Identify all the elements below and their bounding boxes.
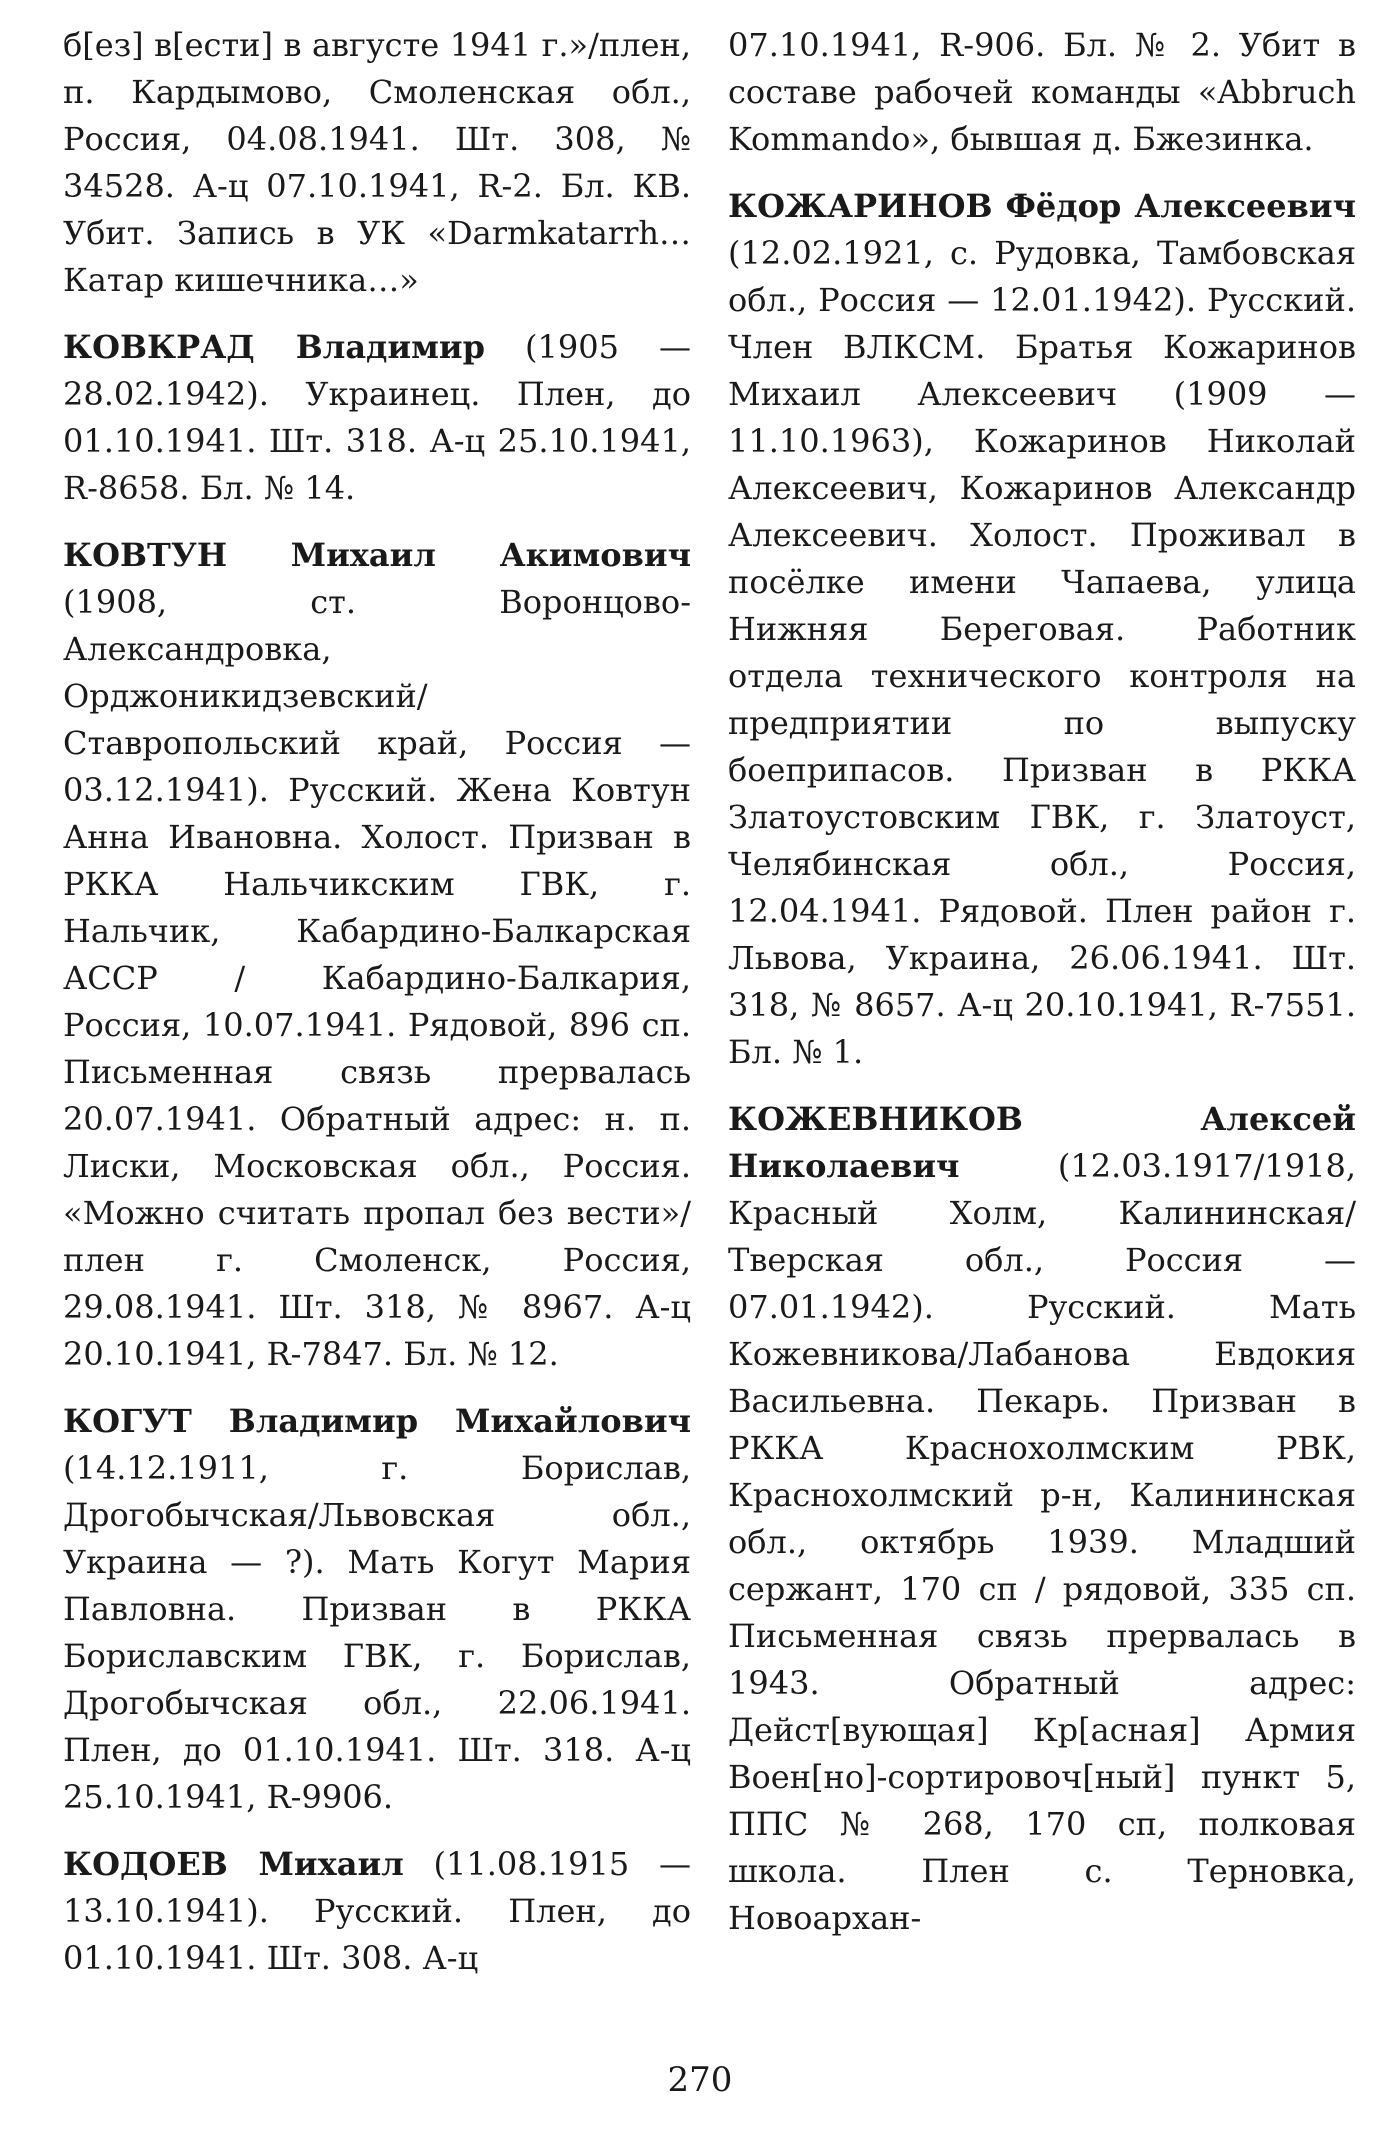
entry-text: 07.10.1941, R-906. Бл. № 2. Убит в составе рабочей команды «Abbruch Kommando», бывшая д. Бжезинка.: [728, 26, 1356, 158]
entry-name: КОЖЕВНИКОВ Алексей Николаевич: [728, 1100, 1356, 1185]
left-column: [63, 22, 691, 2002]
entry-kogut: [63, 1398, 691, 1821]
entry-text: (1908, ст. Воронцово-Александровка, Орджоникидзевский/Ставропольский край, Россия — 03.12.1941). Русский. Жена Ковтун Анна Ивановна. Холост. Призван в РККА Нальчикским ГВК, г. Нальчик, Кабардино-Балкарская АССР / Кабардино-Балкария, Россия, 10.07.1941. Рядовой, 896 сп. Письменная связь прервалась 20.07.1941. Обратный адрес: н. п. Лиски, Московская обл., Россия. «Можно считать пропал без вести»/плен г. Смоленск, Россия, 29.08.1941. Шт. 318, № 8967. А-ц 20.10.1941, R-7847. Бл. № 12.: [63, 583, 691, 1373]
entry-text: (14.12.1911, г. Борислав, Дрогобычская/Львовская обл., Украина — ?). Мать Когут Мария Павловна. Призван в РККА Бориславским ГВК, г. Борислав, Дрогобычская обл., 22.06.1941. Плен, до 01.10.1941. Шт. 318. А-ц 25.10.1941, R-9906.: [63, 1449, 691, 1816]
page-number: 270: [667, 2060, 733, 2100]
entry-kovtun: [63, 532, 691, 1378]
entry-continuation: [728, 22, 1356, 163]
entry-text: (1905 — 28.02.1942). Украинец. Плен, до 01.10.1941. Шт. 318. А-ц 25.10.1941, R-8658. Бл. № 14.: [63, 328, 692, 507]
entry-kozhevnikov: [728, 1096, 1356, 1942]
entry-kodoev: [63, 1841, 691, 1982]
right-column: [728, 22, 1356, 1962]
entry-text: (11.08.1915 — 13.10.1941). Русский. Плен, до 01.10.1941. Шт. 308. А-ц: [63, 1845, 692, 1977]
entry-name: КОЖАРИНОВ Фёдор Алексеевич: [728, 187, 1356, 225]
entry-continuation: [63, 22, 691, 304]
entry-text: (12.03.1917/1918, Красный Холм, Калининская/Тверская обл., Россия — 07.01.1942). Русский. Мать Кожевникова/Лабанова Евдокия Васильевна. Пекарь. Призван в РККА Краснохолмским РВК, Краснохолмский р-н, Калининская обл., октябрь 1939. Младший сержант, 170 сп / рядовой, 335 сп. Письменная связь прервалась в 1943. Обратный адрес: Дейст[вующая] Кр[асная] Армия Воен[но]-сортировоч[ный] пункт 5, ППС № 268, 170 сп, полковая школа. Плен с. Терновка, Новоархан-: [728, 1147, 1356, 1937]
entry-name: КОГУТ Владимир Михайлович: [63, 1402, 691, 1440]
entry-name: КОДОЕВ Михаил: [63, 1845, 404, 1883]
entry-text: б[ез] в[ести] в августе 1941 г.»/плен, п. Кардымово, Смоленская обл., Россия, 04.08.1941. Шт. 308, № 34528. А-ц 07.10.1941, R-2. Бл. КВ. Убит. Запись в УК «Darmkatarrh… Катар кишечника…»: [63, 26, 691, 299]
entry-name: КОВТУН Михаил Акимович: [63, 536, 691, 574]
entry-text: (12.02.1921, с. Рудовка, Тамбовская обл., Россия — 12.01.1942). Русский. Член ВЛКСМ. Братья Кожаринов Михаил Алексеевич (1909 — 11.10.1963), Кожаринов Николай Алексеевич, Кожаринов Александр Алексеевич. Холост. Проживал в посёлке имени Чапаева, улица Нижняя Береговая. Работник отдела технического контроля на предприятии по выпуску боеприпасов. Призван в РККА Златоустовским ГВК, г. Златоуст, Челябинская обл., Россия, 12.04.1941. Рядовой. Плен район г. Львова, Украина, 26.06.1941. Шт. 318, № 8657. А-ц 20.10.1941, R-7551. Бл. № 1.: [728, 234, 1356, 1071]
entry-name: КОВКРАД Владимир: [63, 328, 486, 366]
entry-kovkrad: [63, 324, 691, 512]
entry-kozharinov: [728, 183, 1356, 1076]
